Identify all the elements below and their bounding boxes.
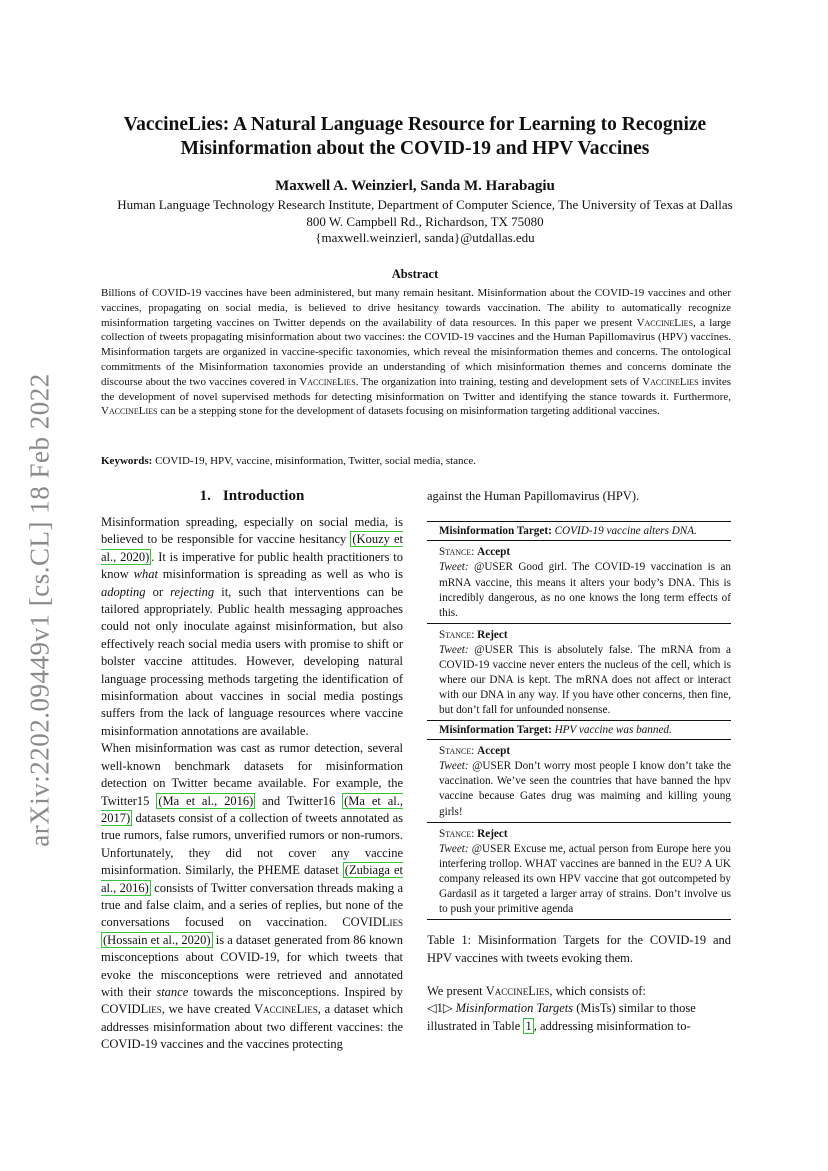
table-caption: Table 1: Misinformation Targets for the COVID-19 and HPV vaccines with tweets evoking them. [427, 933, 731, 965]
address: 800 W. Campbell Rd., Richardson, TX 75080 [306, 213, 544, 229]
table-reference-link[interactable]: 1 [525, 1018, 532, 1033]
citation-ma-2017[interactable]: (Ma et al., 2017) [101, 793, 404, 825]
right-column [427, 488, 731, 1035]
right-column-lead: against the Human Papillomavirus (HPV). [427, 489, 640, 503]
target-row-covid: Misinformation Target: COVID-19 vaccine alters DNA. [427, 522, 731, 541]
citation-hossain-2020[interactable]: (Hossain et al., 2020) [103, 932, 211, 947]
target-row-hpv: Misinformation Target: HPV vaccine was banned. [427, 720, 731, 740]
emails: {maxwell.weinzierl, sanda}@utdallas.edu [315, 230, 535, 245]
intro-paragraph-1: Misinformation spreading, especially on social media, is believed to be responsible for vaccine hesitancy (Kouzy et al., 2020) . It is imperative for public health practitioners to know what misinformation is spreading as well as who is adopting or rejecting it, such that interventions can be tailored appropriately. Public health messaging approaches could not only inoculate against misinformation, but also effectively reach social media users with promise to shift or bolster vaccine attitudes. However, developing natural language processing methods targeting the identification of misinformation about vaccines in social media postings suffers from the lack of language resources where vaccine misinformation annotations are available. [101, 515, 403, 738]
abstract-text: Billions of COVID-19 vaccines have been administered, but many remain hesitant. Misinformation about the COVID-19 vaccines and other vaccines, propagating on social media, is believed to drive hesitancy towards vaccination. The ability to automatically recognize misinformation targeting vaccines on Twitter depends on the availability of data resources. In this paper we present VaccineLies, a large collection of tweets propagating misinformation about two vaccines: the COVID-19 vaccines and the Human Papillomavirus (HPV) vaccines. Misinformation targets are organized in vaccine-specific taxonomies, which reveal the misinformation themes and concerns. The ontological commitments of the Misinformation taxonomies provide an understanding of which misinformation themes and concerns dominate the discourse about the two vaccines covered in VaccineLies. The organization into training, testing and development sets of VaccineLies invites the development of novel supervised methods for detecting misinformation on Twitter and identifying the stance towards it. Furthermore, VaccineLies can be a stepping stone for the development of datasets focusing on misinformation targeting additional vaccines. [101, 287, 732, 418]
citation-zubiaga-2016[interactable]: (Zubiaga et al., 2016) [101, 863, 403, 895]
section-heading-introduction: 1. Introduction [199, 488, 305, 504]
intro-paragraph-2: When misinformation was cast as rumor detection, several well-known benchmark datasets for misinformation detection on Twitter became available. For example, the Twitter15 (Ma et al., 2016) and Twitter16 (Ma et al., 2017) datasets consist of a collection of tweets annotated as true rumors, false rumors, unverified rumors or non-rumors. Unfortunately, they did not cover any vaccine misinformation. Similarly, the PHEME dataset (Zubiaga et al., 2016) consists of Twitter conversation threads making a true and false claim, and a series of replies, but none of the conversations focused on vaccination. COVIDLies (Hossain et al., 2020) is a dataset generated from 86 known misconceptions about COVID-19, for which tweets that evoke the misconceptions were retrieved and annotated with their stance towards the misconceptions. Inspired by COVIDLies, we have created VaccineLies, a dataset which addresses misinformation about two different vaccines: the COVID-19 vaccines and the vaccines protecting [101, 741, 404, 1052]
affiliation-block [80, 197, 770, 247]
citation-kouzy-2020[interactable]: (Kouzy et al., 2020) [101, 532, 403, 564]
right-column-paragraph: We present VaccineLies, which consists of: ◁1▷ Misinformation Targets (MisTs) similar to those illustrated in Table 1 , addressing misinformation to- [427, 983, 696, 1033]
stance-block-covid-reject: Stance: Reject Tweet: @USER This is absolutely false. The mRNA from a COVID-19 vaccine never enters the nucleus of the cell, which is where our DNA is kept. The mRNA does not affect or interact with our DNA in any way. If you have other concerns, then fine, but don’t fall for unfounded nonsense. [427, 623, 731, 720]
paper-title: VaccineLies: A Natural Language Resource for Learning to Recognize Misinformation about the COVID-19 and HPV Vaccines [123, 114, 707, 159]
table-1 [427, 521, 731, 920]
stance-block-hpv-reject: Stance: Reject Tweet: @USER Excuse me, actual person from Europe here you interfering trollop. WHAT vaccines are banned in the EU? A UK company released its own HPV vaccine that got outcompeted by Gardasil as it targeted a larger array of strains. Don’t involve us to push your primitive agenda [427, 822, 731, 919]
arxiv-identifier: arXiv:2202.09449v1 [cs.CL] 18 Feb 2022 [24, 373, 55, 847]
affiliation: Human Language Technology Research Institute, Department of Computer Science, The University of Texas at Dallas [117, 197, 733, 212]
citation-ma-2016[interactable]: (Ma et al., 2016) [158, 793, 254, 808]
left-column [101, 488, 403, 1054]
keywords: Keywords: COVID-19, HPV, vaccine, misinformation, Twitter, social media, stance. [101, 455, 477, 467]
stance-block-covid-accept: Stance: Accept Tweet: @USER Good girl. The COVID-19 vaccination is an mRNA vaccine, this means it alters your body’s DNA. This is incredibly dangerous, as no one knows the long term effects of this. [439, 546, 731, 619]
authors: Maxwell A. Weinzierl, Sanda M. Harabagiu [275, 178, 555, 194]
stance-block-hpv-accept: Stance: Accept Tweet: @USER Don’t worry most people I know don’t take the vaccination. We’ve seen the countries that have banned the hpv vaccine because Gates drug was maiming and killing young girls! [439, 745, 731, 818]
abstract-heading: Abstract [391, 267, 439, 281]
